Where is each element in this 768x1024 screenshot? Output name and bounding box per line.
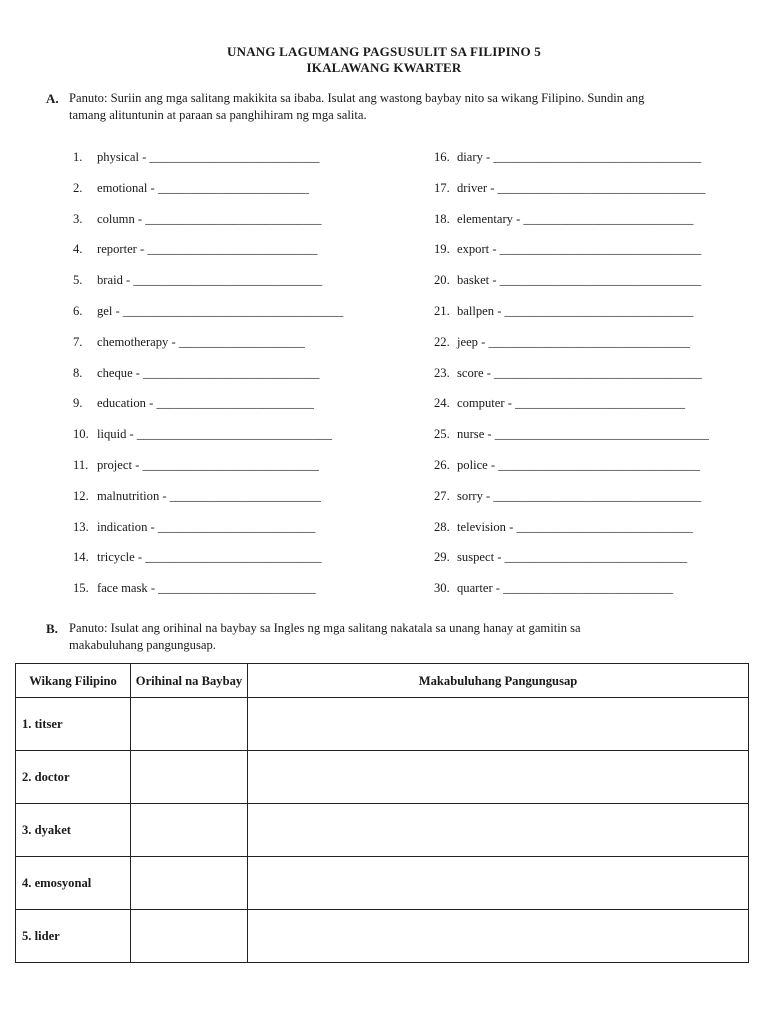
sentence-cell[interactable] bbox=[248, 857, 749, 910]
list-item bbox=[73, 273, 323, 288]
header-orihinal-na-baybay: Orihinal na Baybay bbox=[131, 664, 248, 698]
item-word-blank[interactable]: face mask - _________________________ bbox=[97, 581, 316, 596]
item-number: 12. bbox=[73, 488, 89, 503]
list-item bbox=[73, 396, 314, 411]
list-item bbox=[73, 519, 316, 535]
item-word-blank[interactable]: cheque - ____________________________ bbox=[97, 365, 320, 380]
list-item bbox=[73, 334, 305, 350]
item-number: 13. bbox=[73, 519, 89, 534]
sentence-cell[interactable] bbox=[248, 910, 749, 963]
list-item bbox=[73, 488, 321, 504]
item-word-blank[interactable]: emotional - ________________________ bbox=[97, 180, 309, 195]
item-number: 29. bbox=[434, 550, 450, 565]
item-number: 4. bbox=[73, 242, 83, 257]
list-item bbox=[73, 242, 318, 257]
item-number: 3. bbox=[73, 211, 83, 226]
item-word-blank[interactable]: score - _________________________________ bbox=[457, 365, 702, 380]
item-number: 18. bbox=[434, 211, 450, 226]
item-number: 8. bbox=[73, 365, 83, 380]
item-word-blank[interactable]: malnutrition - ________________________ bbox=[97, 488, 321, 503]
item-word-blank[interactable]: jeep - ________________________________ bbox=[457, 334, 690, 349]
item-word-blank[interactable]: elementary - ___________________________ bbox=[457, 211, 694, 226]
list-item bbox=[434, 180, 706, 196]
original-spelling-cell[interactable] bbox=[131, 857, 248, 910]
item-word-blank[interactable]: physical - ___________________________ bbox=[97, 150, 320, 164]
item-number: 10. bbox=[73, 427, 89, 442]
item-word-blank[interactable]: police - ________________________________ bbox=[457, 458, 700, 472]
item-word-blank[interactable]: project - ____________________________ bbox=[97, 458, 319, 472]
list-item bbox=[73, 211, 322, 227]
item-number: 11. bbox=[73, 458, 89, 472]
sentence-cell[interactable] bbox=[248, 751, 749, 804]
item-word-blank[interactable]: export - ________________________________ bbox=[457, 242, 702, 257]
filipino-word-cell: 1. titser bbox=[16, 698, 131, 751]
item-word-blank[interactable]: quarter - ___________________________ bbox=[457, 581, 674, 596]
item-word-blank[interactable]: gel - ___________________________________ bbox=[97, 304, 344, 318]
item-number: 2. bbox=[73, 180, 83, 195]
filipino-word-cell: 3. dyaket bbox=[16, 804, 131, 857]
item-word-blank[interactable]: ballpen - ______________________________ bbox=[457, 304, 694, 318]
list-item bbox=[434, 458, 700, 473]
list-item bbox=[434, 519, 693, 535]
table-row bbox=[16, 857, 749, 910]
item-number: 23. bbox=[434, 365, 450, 380]
table-row bbox=[16, 910, 749, 963]
item-word-blank[interactable]: driver - _________________________________ bbox=[457, 180, 706, 195]
item-number: 1. bbox=[73, 150, 83, 164]
item-number: 25. bbox=[434, 427, 450, 442]
item-word-blank[interactable]: sorry - _________________________________ bbox=[457, 488, 702, 503]
list-item bbox=[434, 334, 690, 350]
item-number: 20. bbox=[434, 273, 450, 288]
item-number: 24. bbox=[434, 396, 450, 411]
item-number: 6. bbox=[73, 304, 83, 318]
section-a-instruction-line2: tamang alituntunin at paraan sa panghihiram ng mga salita. bbox=[69, 108, 367, 122]
item-word-blank[interactable]: suspect - _____________________________ bbox=[457, 550, 688, 565]
item-word-blank[interactable]: liquid - _______________________________ bbox=[97, 427, 333, 442]
section-a-label: A. bbox=[46, 91, 59, 106]
document-subtitle: IKALAWANG KWARTER bbox=[306, 60, 462, 75]
item-word-blank[interactable]: tricycle - ____________________________ bbox=[97, 550, 322, 565]
item-number: 22. bbox=[434, 334, 450, 349]
section-b-instruction-line1: Panuto: Isulat ang orihinal na baybay sa Ingles ng mga salitang nakatala sa unang hanay at gamitin sa bbox=[69, 621, 581, 635]
sentence-cell[interactable] bbox=[248, 804, 749, 857]
list-item bbox=[434, 304, 694, 319]
list-item bbox=[73, 180, 309, 196]
original-spelling-cell[interactable] bbox=[131, 910, 248, 963]
section-b-instruction-line2: makabuluhang pangungusap. bbox=[69, 638, 216, 652]
header-wikang-filipino: Wikang Filipino bbox=[16, 664, 131, 698]
list-item bbox=[434, 242, 702, 257]
section-a-instruction bbox=[69, 90, 749, 124]
list-item bbox=[434, 365, 702, 381]
list-item bbox=[434, 273, 702, 288]
document-title: UNANG LAGUMANG PAGSUSULIT SA FILIPINO 5 bbox=[227, 44, 541, 59]
section-a-instruction-line1: Panuto: Suriin ang mga salitang makikita sa ibaba. Isulat ang wastong baybay nito sa wikang Filipino. Sundin ang bbox=[69, 91, 645, 105]
list-item bbox=[73, 550, 322, 565]
item-word-blank[interactable]: computer - ___________________________ bbox=[457, 396, 686, 411]
item-number: 9. bbox=[73, 396, 83, 411]
item-word-blank[interactable]: diary - _________________________________ bbox=[457, 150, 702, 164]
answer-table-header-row bbox=[16, 664, 749, 698]
item-number: 30. bbox=[434, 581, 450, 596]
item-number: 14. bbox=[73, 550, 89, 565]
item-word-blank[interactable]: chemotherapy - ____________________ bbox=[97, 334, 305, 349]
item-number: 17. bbox=[434, 180, 450, 195]
item-word-blank[interactable]: indication - _________________________ bbox=[97, 519, 316, 534]
item-number: 19. bbox=[434, 242, 450, 257]
list-item bbox=[434, 550, 688, 565]
item-word-blank[interactable]: education - _________________________ bbox=[97, 396, 314, 411]
item-number: 27. bbox=[434, 488, 450, 503]
item-word-blank[interactable]: nurse - __________________________________ bbox=[457, 427, 709, 442]
original-spelling-cell[interactable] bbox=[131, 751, 248, 804]
list-item bbox=[73, 581, 316, 596]
section-b-label: B. bbox=[46, 621, 58, 636]
item-number: 28. bbox=[434, 519, 450, 534]
sentence-cell[interactable] bbox=[248, 698, 749, 751]
list-item bbox=[434, 427, 709, 442]
item-number: 5. bbox=[73, 273, 83, 288]
list-item bbox=[73, 304, 344, 319]
filipino-word-cell: 5. lider bbox=[16, 910, 131, 963]
header-makabuluhang-pangungusap: Makabuluhang Pangungusap bbox=[248, 664, 749, 698]
list-item bbox=[434, 396, 686, 411]
original-spelling-cell[interactable] bbox=[131, 698, 248, 751]
item-number: 16. bbox=[434, 150, 450, 164]
item-word-blank[interactable]: braid - ______________________________ bbox=[97, 273, 323, 288]
table-row bbox=[16, 698, 749, 751]
item-number: 7. bbox=[73, 334, 83, 349]
item-number: 26. bbox=[434, 458, 450, 472]
filipino-word-cell: 4. emosyonal bbox=[16, 857, 131, 910]
item-word-blank[interactable]: television - ____________________________ bbox=[457, 519, 693, 534]
original-spelling-cell[interactable] bbox=[131, 804, 248, 857]
item-word-blank[interactable]: column - ____________________________ bbox=[97, 211, 322, 226]
list-item bbox=[434, 211, 694, 227]
answer-table bbox=[15, 663, 749, 963]
table-row bbox=[16, 751, 749, 804]
table-row bbox=[16, 804, 749, 857]
list-item bbox=[434, 581, 674, 596]
list-item bbox=[434, 150, 702, 165]
list-item bbox=[73, 458, 319, 473]
list-item bbox=[73, 150, 320, 165]
list-item bbox=[73, 365, 320, 381]
item-number: 15. bbox=[73, 581, 89, 596]
section-b-instruction bbox=[69, 620, 749, 654]
item-number: 21. bbox=[434, 304, 450, 318]
item-word-blank[interactable]: reporter - ___________________________ bbox=[97, 242, 318, 257]
item-word-blank[interactable]: basket - ________________________________ bbox=[457, 273, 702, 288]
list-item bbox=[73, 427, 333, 442]
filipino-word-cell: 2. doctor bbox=[16, 751, 131, 804]
list-item bbox=[434, 488, 702, 504]
